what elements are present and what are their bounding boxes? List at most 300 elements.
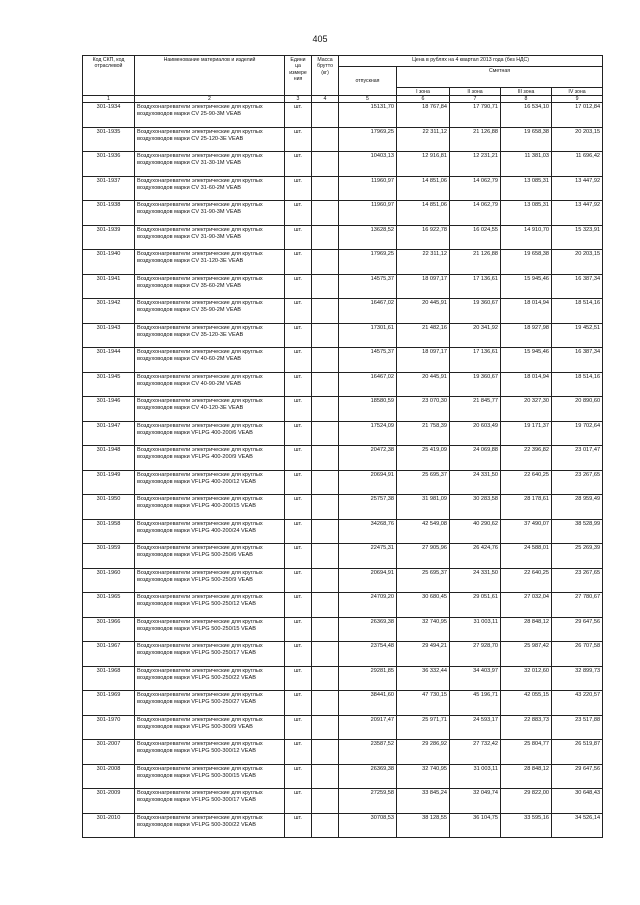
price-zone3: 22 640,25 (501, 470, 552, 495)
price-zone2: 27 732,42 (450, 740, 501, 765)
price-zone4: 19 452,51 (552, 323, 603, 348)
item-name: Воздухонагреватели электрические для круглых воздуховодов марки VFLPG 500-250/27 VEAB (135, 691, 285, 716)
price-zone3: 14 910,70 (501, 225, 552, 250)
price-zone2: 40 290,62 (450, 519, 501, 544)
price-zone1: 23 070,30 (397, 397, 450, 422)
price-zone1: 25 971,71 (397, 715, 450, 740)
price-zone4: 28 959,49 (552, 495, 603, 520)
item-mass (312, 421, 339, 446)
table-row (83, 225, 603, 250)
table-row (83, 372, 603, 397)
item-mass (312, 348, 339, 373)
column-number: 8 (501, 96, 552, 103)
price-zone2: 31 003,11 (450, 617, 501, 642)
price-zone3: 22 883,73 (501, 715, 552, 740)
price-zone3: 32 012,60 (501, 666, 552, 691)
price-zone4: 29 647,56 (552, 764, 603, 789)
price-zone4: 23 267,65 (552, 470, 603, 495)
item-code: 301-1947 (83, 421, 135, 446)
table-row (83, 495, 603, 520)
price-zone4: 19 702,64 (552, 421, 603, 446)
item-name: Воздухонагреватели электрические для круглых воздуховодов марки CV 25-120-3E VEAB (135, 127, 285, 152)
header-estimate: Сметная (397, 67, 603, 88)
item-code: 301-1966 (83, 617, 135, 642)
price-zone3: 27 032,04 (501, 593, 552, 618)
price-release: 17969,25 (339, 250, 397, 275)
item-unit: шт. (285, 421, 312, 446)
item-mass (312, 715, 339, 740)
header-code: Код СКП, код отраслевой (83, 56, 135, 96)
header-name: Наименование материалов и изделий (135, 56, 285, 96)
item-mass (312, 740, 339, 765)
price-zone1: 27 905,96 (397, 544, 450, 569)
price-zone3: 22 396,82 (501, 446, 552, 471)
item-mass (312, 593, 339, 618)
price-zone1: 42 549,08 (397, 519, 450, 544)
item-unit: шт. (285, 666, 312, 691)
item-mass (312, 691, 339, 716)
item-code: 301-1938 (83, 201, 135, 226)
price-zone4: 13 447,92 (552, 201, 603, 226)
header-zone1: I зона (397, 87, 450, 95)
price-zone1: 25 419,09 (397, 446, 450, 471)
price-release: 27259,58 (339, 789, 397, 814)
price-table (82, 55, 603, 838)
price-release: 16467,02 (339, 299, 397, 324)
price-zone3: 11 381,03 (501, 152, 552, 177)
item-name: Воздухонагреватели электрические для круглых воздуховодов марки CV 35-120-3E VEAB (135, 323, 285, 348)
header-mass: Масса брутто (кг) (312, 56, 339, 96)
item-name: Воздухонагреватели электрические для круглых воздуховодов марки VFLPG 500-250/15 VEAB (135, 617, 285, 642)
price-zone1: 22 311,12 (397, 127, 450, 152)
price-zone1: 12 916,81 (397, 152, 450, 177)
item-name: Воздухонагреватели электрические для круглых воздуховодов марки VFLPG 400-200/6 VEAB (135, 421, 285, 446)
table-row (83, 446, 603, 471)
price-release: 20472,38 (339, 446, 397, 471)
price-zone3: 42 055,15 (501, 691, 552, 716)
item-code: 301-1948 (83, 446, 135, 471)
price-zone2: 19 360,67 (450, 299, 501, 324)
table-row (83, 250, 603, 275)
price-release: 22475,31 (339, 544, 397, 569)
table-row (83, 642, 603, 667)
item-mass (312, 544, 339, 569)
item-mass (312, 250, 339, 275)
price-release: 14575,37 (339, 348, 397, 373)
price-zone1: 30 680,45 (397, 593, 450, 618)
price-zone4: 34 526,14 (552, 813, 603, 838)
item-code: 301-1950 (83, 495, 135, 520)
item-name: Воздухонагреватели электрические для круглых воздуховодов марки VFLPG 500-250/17 VEAB (135, 642, 285, 667)
price-zone1: 20 445,91 (397, 299, 450, 324)
table-row (83, 348, 603, 373)
price-zone4: 25 269,39 (552, 544, 603, 569)
item-mass (312, 642, 339, 667)
item-code: 301-1958 (83, 519, 135, 544)
price-zone3: 19 658,38 (501, 250, 552, 275)
item-unit: шт. (285, 446, 312, 471)
price-zone3: 16 534,10 (501, 103, 552, 128)
item-unit: шт. (285, 495, 312, 520)
item-unit: шт. (285, 397, 312, 422)
table-row (83, 740, 603, 765)
price-zone2: 17 136,61 (450, 348, 501, 373)
price-zone4: 16 387,34 (552, 274, 603, 299)
header-release: отпускная (339, 67, 397, 96)
item-name: Воздухонагреватели электрические для круглых воздуховодов марки VFLPG 400-200/12 VEAB (135, 470, 285, 495)
item-mass (312, 397, 339, 422)
price-zone2: 21 126,88 (450, 127, 501, 152)
item-mass (312, 446, 339, 471)
price-zone4: 11 696,42 (552, 152, 603, 177)
column-number: 2 (135, 96, 285, 103)
table-row (83, 617, 603, 642)
table-row (83, 274, 603, 299)
price-zone4: 20 203,15 (552, 127, 603, 152)
table-row (83, 568, 603, 593)
price-release: 23754,48 (339, 642, 397, 667)
item-mass (312, 299, 339, 324)
item-mass (312, 666, 339, 691)
price-zone4: 32 899,73 (552, 666, 603, 691)
header-zone3: III зона (501, 87, 552, 95)
item-unit: шт. (285, 740, 312, 765)
price-release: 10403,13 (339, 152, 397, 177)
table-row (83, 299, 603, 324)
item-name: Воздухонагреватели электрические для круглых воздуховодов марки VFLPG 500-250/12 VEAB (135, 593, 285, 618)
price-zone2: 20 603,49 (450, 421, 501, 446)
price-zone3: 25 804,77 (501, 740, 552, 765)
item-code: 301-1960 (83, 568, 135, 593)
price-zone2: 16 024,55 (450, 225, 501, 250)
item-name: Воздухонагреватели электрические для круглых воздуховодов марки VFLPG 500-300/12 VEAB (135, 740, 285, 765)
price-zone2: 24 593,17 (450, 715, 501, 740)
price-zone4: 23 267,65 (552, 568, 603, 593)
item-code: 301-1967 (83, 642, 135, 667)
price-zone1: 32 740,95 (397, 764, 450, 789)
table-row (83, 127, 603, 152)
price-zone2: 14 062,79 (450, 176, 501, 201)
table-row (83, 715, 603, 740)
item-name: Воздухонагреватели электрические для круглых воздуховодов марки VFLPG 500-300/15 VEAB (135, 764, 285, 789)
item-name: Воздухонагреватели электрические для круглых воздуховодов марки CV 35-60-2M VEAB (135, 274, 285, 299)
item-code: 301-1942 (83, 299, 135, 324)
header-zone2: II зона (450, 87, 501, 95)
table-row (83, 544, 603, 569)
item-mass (312, 372, 339, 397)
item-code: 301-1940 (83, 250, 135, 275)
item-name: Воздухонагреватели электрические для круглых воздуховодов марки CV 31-30-1M VEAB (135, 152, 285, 177)
item-unit: шт. (285, 568, 312, 593)
price-release: 17301,61 (339, 323, 397, 348)
price-release: 20694,91 (339, 470, 397, 495)
table-row (83, 152, 603, 177)
item-mass (312, 127, 339, 152)
price-zone2: 34 403,97 (450, 666, 501, 691)
price-zone4: 20 890,60 (552, 397, 603, 422)
table-row (83, 470, 603, 495)
price-zone1: 32 740,95 (397, 617, 450, 642)
item-mass (312, 225, 339, 250)
price-zone2: 30 283,58 (450, 495, 501, 520)
table-header (83, 56, 603, 103)
item-mass (312, 103, 339, 128)
item-code: 301-1945 (83, 372, 135, 397)
price-zone2: 31 003,11 (450, 764, 501, 789)
item-name: Воздухонагреватели электрические для круглых воздуховодов марки CV 31-60-2M VEAB (135, 176, 285, 201)
column-number: 3 (285, 96, 312, 103)
price-release: 23587,52 (339, 740, 397, 765)
item-code: 301-1937 (83, 176, 135, 201)
price-release: 15131,70 (339, 103, 397, 128)
item-code: 301-1943 (83, 323, 135, 348)
price-zone2: 36 104,75 (450, 813, 501, 838)
header-price-group: Цена в рублях на 4 квартал 2013 года (без НДС) (339, 56, 603, 67)
item-unit: шт. (285, 691, 312, 716)
price-zone1: 16 922,78 (397, 225, 450, 250)
price-zone2: 27 928,70 (450, 642, 501, 667)
price-release: 17524,09 (339, 421, 397, 446)
price-zone4: 26 707,58 (552, 642, 603, 667)
price-release: 16467,02 (339, 372, 397, 397)
price-zone2: 21 126,88 (450, 250, 501, 275)
price-zone1: 22 311,12 (397, 250, 450, 275)
price-zone3: 28 848,12 (501, 617, 552, 642)
item-unit: шт. (285, 593, 312, 618)
item-name: Воздухонагреватели электрические для круглых воздуховодов марки CV 31-120-3E VEAB (135, 250, 285, 275)
price-release: 26369,38 (339, 764, 397, 789)
price-zone4: 43 220,57 (552, 691, 603, 716)
item-name: Воздухонагреватели электрические для круглых воздуховодов марки VFLPG 400-200/24 VEAB (135, 519, 285, 544)
price-release: 11960,97 (339, 176, 397, 201)
item-mass (312, 201, 339, 226)
price-zone4: 26 519,87 (552, 740, 603, 765)
price-zone4: 13 447,92 (552, 176, 603, 201)
item-code: 301-1934 (83, 103, 135, 128)
item-name: Воздухонагреватели электрические для круглых воздуховодов марки CV 40-60-2M VEAB (135, 348, 285, 373)
price-zone4: 20 203,15 (552, 250, 603, 275)
item-unit: шт. (285, 764, 312, 789)
item-unit: шт. (285, 813, 312, 838)
price-zone2: 29 051,61 (450, 593, 501, 618)
item-code: 301-2009 (83, 789, 135, 814)
price-zone2: 32 049,74 (450, 789, 501, 814)
price-release: 20694,91 (339, 568, 397, 593)
price-zone1: 29 286,92 (397, 740, 450, 765)
price-zone2: 24 331,50 (450, 568, 501, 593)
item-code: 301-1944 (83, 348, 135, 373)
item-unit: шт. (285, 201, 312, 226)
price-zone3: 28 178,61 (501, 495, 552, 520)
price-zone2: 24 331,50 (450, 470, 501, 495)
price-zone1: 36 332,44 (397, 666, 450, 691)
item-unit: шт. (285, 617, 312, 642)
price-zone1: 31 981,09 (397, 495, 450, 520)
item-unit: шт. (285, 250, 312, 275)
price-zone2: 12 231,21 (450, 152, 501, 177)
item-mass (312, 152, 339, 177)
item-unit: шт. (285, 274, 312, 299)
price-zone4: 16 387,34 (552, 348, 603, 373)
item-name: Воздухонагреватели электрические для круглых воздуховодов марки VFLPG 500-300/22 VEAB (135, 813, 285, 838)
item-code: 301-1941 (83, 274, 135, 299)
price-release: 11960,97 (339, 201, 397, 226)
item-unit: шт. (285, 642, 312, 667)
item-name: Воздухонагреватели электрические для круглых воздуховодов марки VFLPG 500-250/22 VEAB (135, 666, 285, 691)
header-unit: Едини ца измере ния (285, 56, 312, 96)
item-code: 301-1968 (83, 666, 135, 691)
item-name: Воздухонагреватели электрические для круглых воздуховодов марки VFLPG 500-250/9 VEAB (135, 568, 285, 593)
price-release: 18580,59 (339, 397, 397, 422)
item-code: 301-2010 (83, 813, 135, 838)
column-number: 1 (83, 96, 135, 103)
price-zone4: 18 514,16 (552, 299, 603, 324)
price-zone4: 27 780,67 (552, 593, 603, 618)
price-zone1: 25 695,37 (397, 568, 450, 593)
price-zone3: 19 171,37 (501, 421, 552, 446)
table-row (83, 789, 603, 814)
price-zone1: 18 767,84 (397, 103, 450, 128)
column-number: 4 (312, 96, 339, 103)
price-zone1: 14 851,06 (397, 201, 450, 226)
price-zone4: 29 647,56 (552, 617, 603, 642)
price-zone4: 17 012,84 (552, 103, 603, 128)
price-zone3: 13 085,31 (501, 201, 552, 226)
price-zone2: 24 069,88 (450, 446, 501, 471)
price-release: 13628,52 (339, 225, 397, 250)
table-row (83, 764, 603, 789)
price-zone3: 28 848,12 (501, 764, 552, 789)
price-zone3: 13 085,31 (501, 176, 552, 201)
item-unit: шт. (285, 348, 312, 373)
price-zone2: 17 790,71 (450, 103, 501, 128)
price-zone4: 38 528,99 (552, 519, 603, 544)
price-zone3: 18 014,94 (501, 299, 552, 324)
table-body (83, 103, 603, 838)
page-number: 405 (312, 34, 328, 44)
price-zone4: 15 323,91 (552, 225, 603, 250)
price-release: 38441,60 (339, 691, 397, 716)
price-zone1: 18 097,17 (397, 348, 450, 373)
price-zone1: 33 845,24 (397, 789, 450, 814)
price-zone3: 19 658,38 (501, 127, 552, 152)
item-name: Воздухонагреватели электрические для круглых воздуховодов марки VFLPG 400-200/15 VEAB (135, 495, 285, 520)
item-unit: шт. (285, 299, 312, 324)
price-zone1: 47 730,15 (397, 691, 450, 716)
price-zone1: 21 758,39 (397, 421, 450, 446)
price-release: 17969,25 (339, 127, 397, 152)
header-zone4: IV зона (552, 87, 603, 95)
price-zone1: 14 851,06 (397, 176, 450, 201)
item-mass (312, 617, 339, 642)
column-number: 6 (397, 96, 450, 103)
item-code: 301-1939 (83, 225, 135, 250)
column-number: 5 (339, 96, 397, 103)
table-row (83, 666, 603, 691)
price-release: 34268,76 (339, 519, 397, 544)
item-code: 301-2007 (83, 740, 135, 765)
price-zone3: 24 588,01 (501, 544, 552, 569)
price-zone4: 23 517,88 (552, 715, 603, 740)
price-zone1: 29 494,21 (397, 642, 450, 667)
price-zone1: 18 097,17 (397, 274, 450, 299)
item-unit: шт. (285, 372, 312, 397)
price-zone3: 29 822,00 (501, 789, 552, 814)
item-name: Воздухонагреватели электрические для круглых воздуховодов марки VFLPG 500-300/17 VEAB (135, 789, 285, 814)
item-mass (312, 274, 339, 299)
price-zone2: 45 196,71 (450, 691, 501, 716)
item-code: 301-1936 (83, 152, 135, 177)
item-unit: шт. (285, 519, 312, 544)
item-name: Воздухонагреватели электрические для круглых воздуховодов марки VFLPG 500-250/6 VEAB (135, 544, 285, 569)
price-zone3: 33 595,16 (501, 813, 552, 838)
table-row (83, 397, 603, 422)
item-unit: шт. (285, 323, 312, 348)
item-name: Воздухонагреватели электрические для круглых воздуховодов марки CV 40-90-2M VEAB (135, 372, 285, 397)
table-row (83, 593, 603, 618)
price-zone1: 38 128,55 (397, 813, 450, 838)
price-zone2: 14 062,79 (450, 201, 501, 226)
item-code: 301-1959 (83, 544, 135, 569)
price-zone4: 23 017,47 (552, 446, 603, 471)
item-unit: шт. (285, 789, 312, 814)
item-code: 301-1935 (83, 127, 135, 152)
item-unit: шт. (285, 225, 312, 250)
item-mass (312, 176, 339, 201)
table-row (83, 813, 603, 838)
item-name: Воздухонагреватели электрические для круглых воздуховодов марки CV 31-90-3M VEAB (135, 225, 285, 250)
item-mass (312, 789, 339, 814)
item-code: 301-1969 (83, 691, 135, 716)
price-release: 26369,38 (339, 617, 397, 642)
price-zone2: 21 845,77 (450, 397, 501, 422)
price-release: 14575,37 (339, 274, 397, 299)
item-unit: шт. (285, 470, 312, 495)
item-mass (312, 323, 339, 348)
item-unit: шт. (285, 715, 312, 740)
price-release: 30708,53 (339, 813, 397, 838)
table-row (83, 421, 603, 446)
item-name: Воздухонагреватели электрические для круглых воздуховодов марки CV 35-90-2M VEAB (135, 299, 285, 324)
price-zone1: 25 695,37 (397, 470, 450, 495)
price-zone3: 18 927,98 (501, 323, 552, 348)
item-name: Воздухонагреватели электрические для круглых воздуховодов марки CV 25-90-3M VEAB (135, 103, 285, 128)
table-row (83, 323, 603, 348)
price-zone3: 22 640,25 (501, 568, 552, 593)
table-row (83, 201, 603, 226)
item-name: Воздухонагреватели электрические для круглых воздуховодов марки VFLPG 400-200/9 VEAB (135, 446, 285, 471)
price-zone2: 20 341,92 (450, 323, 501, 348)
item-unit: шт. (285, 544, 312, 569)
price-zone1: 21 482,16 (397, 323, 450, 348)
table-row (83, 103, 603, 128)
item-mass (312, 764, 339, 789)
item-name: Воздухонагреватели электрические для круглых воздуховодов марки VFLPG 500-300/9 VEAB (135, 715, 285, 740)
price-zone2: 26 424,76 (450, 544, 501, 569)
price-zone4: 18 514,16 (552, 372, 603, 397)
table-row (83, 176, 603, 201)
price-zone1: 20 445,91 (397, 372, 450, 397)
price-zone2: 17 136,61 (450, 274, 501, 299)
item-unit: шт. (285, 103, 312, 128)
item-mass (312, 495, 339, 520)
column-number: 9 (552, 96, 603, 103)
column-number: 7 (450, 96, 501, 103)
price-release: 29281,85 (339, 666, 397, 691)
item-code: 301-1965 (83, 593, 135, 618)
price-release: 20917,47 (339, 715, 397, 740)
price-zone2: 19 360,67 (450, 372, 501, 397)
